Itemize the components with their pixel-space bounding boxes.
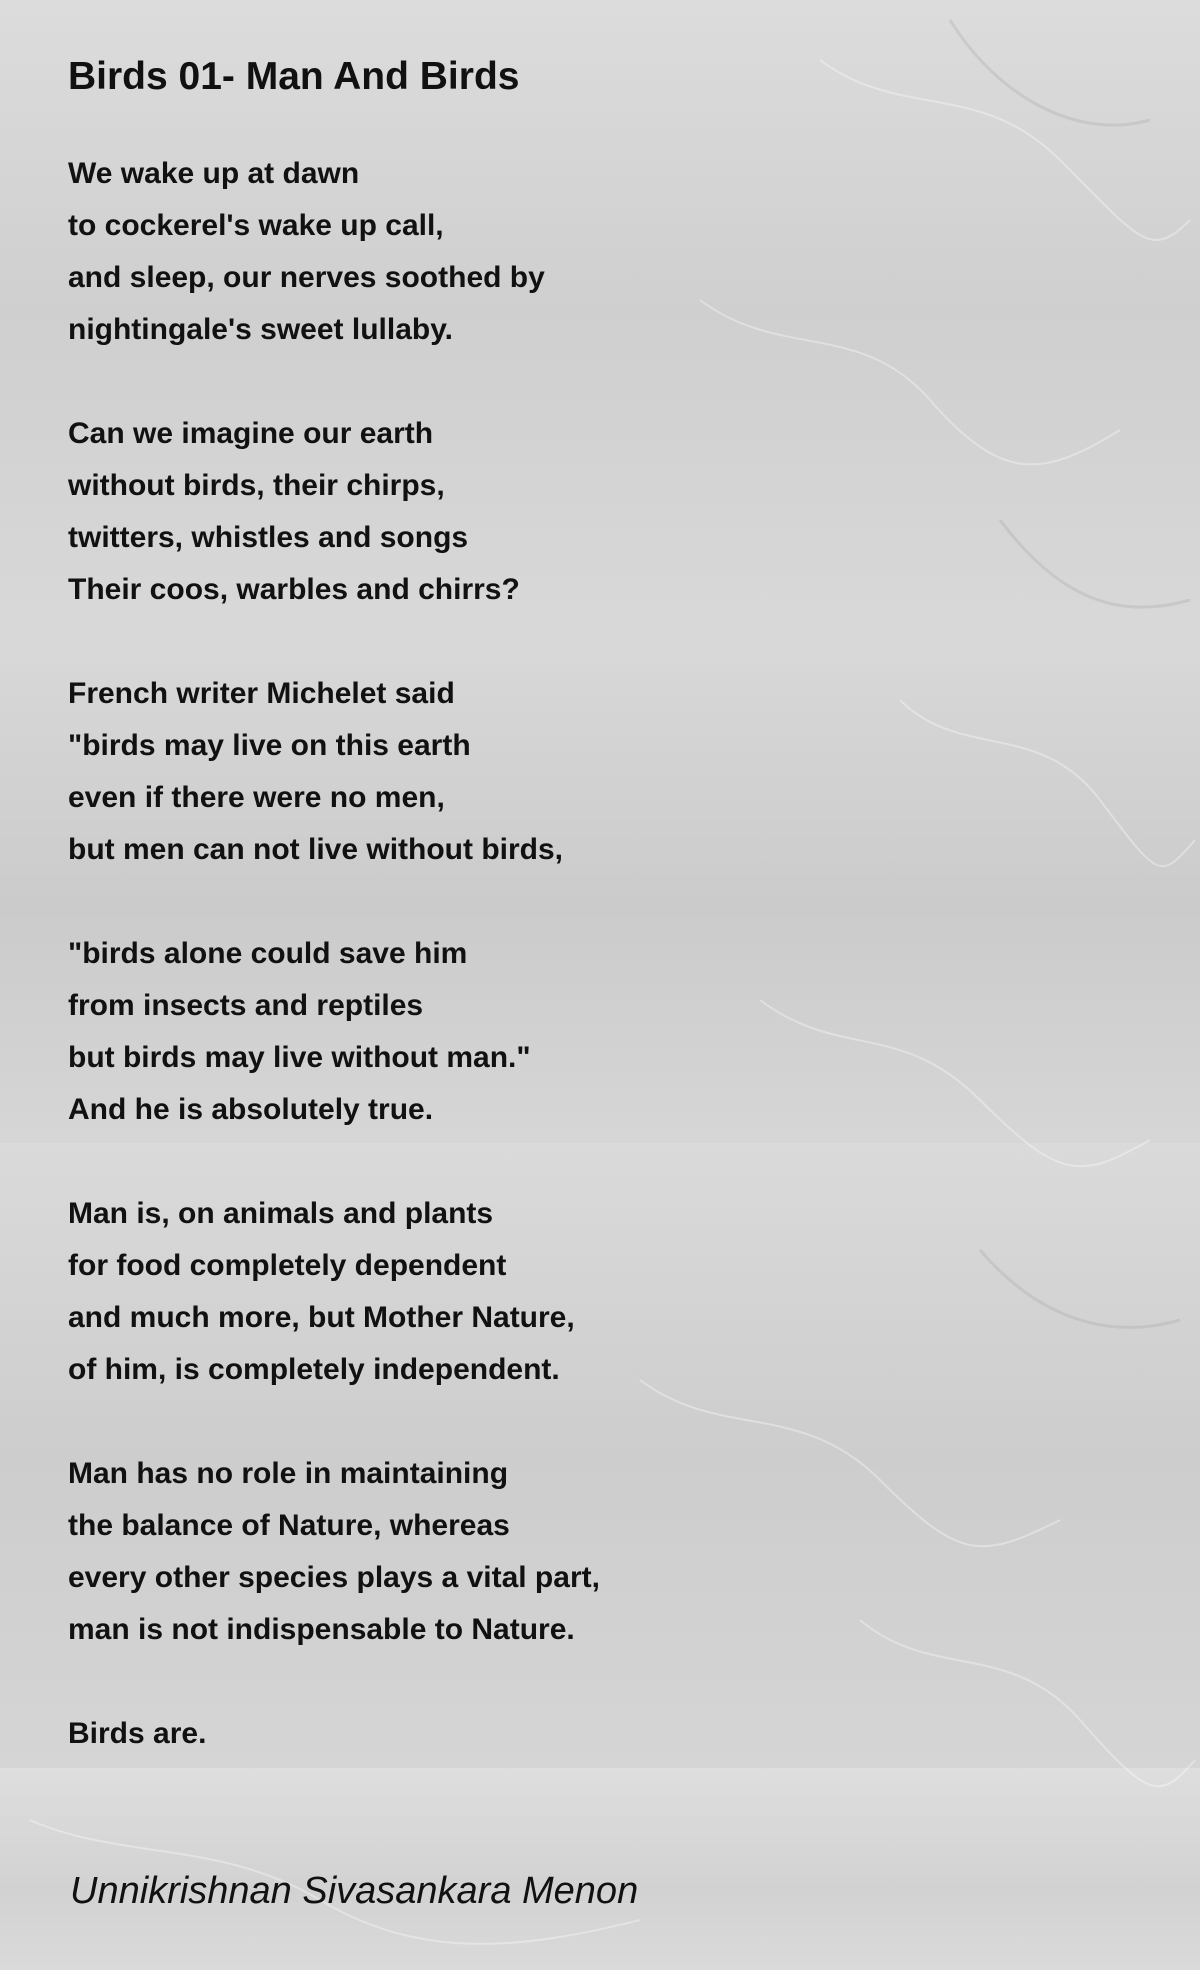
poem-line: We wake up at dawn: [68, 157, 360, 190]
poem-line: and much more, but Mother Nature,: [68, 1301, 575, 1334]
poem-author: Unnikrishnan Sivasankara Menon: [70, 1870, 639, 1912]
stanza-break: [68, 1656, 600, 1708]
poem-line: the balance of Nature, whereas: [68, 1509, 510, 1542]
poem-line: And he is absolutely true.: [68, 1093, 434, 1126]
poem-body: [68, 148, 600, 1760]
poem-line: for food completely dependent: [68, 1249, 507, 1282]
poem-line: "birds alone could save him: [68, 937, 468, 970]
poem-line: from insects and reptiles: [68, 989, 424, 1022]
poem-line: to cockerel's wake up call,: [68, 209, 444, 242]
poem-line: but men can not live without birds,: [68, 833, 564, 866]
poem-line: Their coos, warbles and chirrs?: [68, 573, 520, 606]
poem-line: every other species plays a vital part,: [68, 1561, 600, 1594]
poem-line: without birds, their chirps,: [68, 469, 445, 502]
stanza-break: [68, 1396, 600, 1448]
poem-line: Birds are.: [68, 1717, 207, 1750]
poem-line: but birds may live without man.": [68, 1041, 531, 1074]
poem-line: Can we imagine our earth: [68, 417, 434, 450]
poem-line: Man has no role in maintaining: [68, 1457, 509, 1490]
poem-line: of him, is completely independent.: [68, 1353, 560, 1386]
poem-line: nightingale's sweet lullaby.: [68, 313, 453, 346]
stanza-break: [68, 616, 600, 668]
poem-line: French writer Michelet said: [68, 677, 455, 710]
poem-line: and sleep, our nerves soothed by: [68, 261, 545, 294]
poem-line: man is not indispensable to Nature.: [68, 1613, 575, 1646]
poem-line: twitters, whistles and songs: [68, 521, 469, 554]
stanza-break: [68, 1136, 600, 1188]
stanza-break: [68, 356, 600, 408]
poem-line: even if there were no men,: [68, 781, 445, 814]
poem-title: Birds 01- Man And Birds: [68, 55, 520, 98]
stanza-break: [68, 876, 600, 928]
poem-line: Man is, on animals and plants: [68, 1197, 494, 1230]
poem-line: "birds may live on this earth: [68, 729, 471, 762]
